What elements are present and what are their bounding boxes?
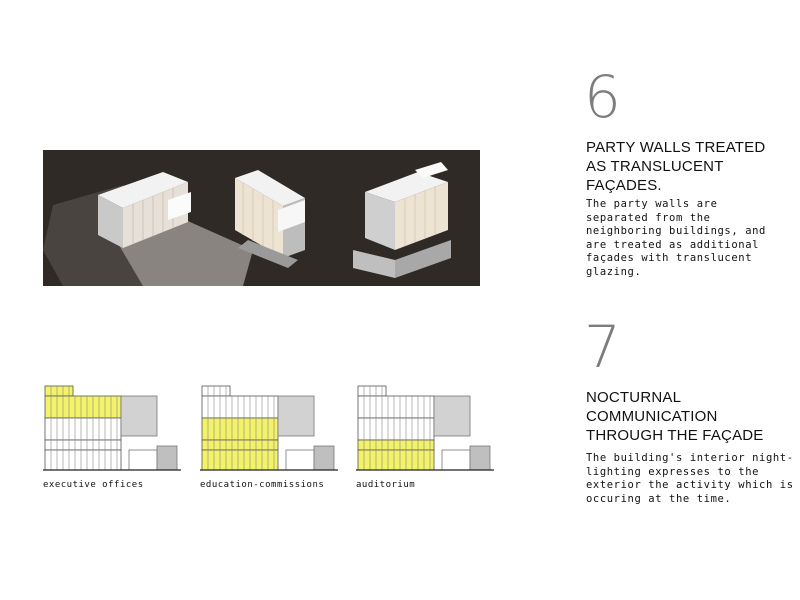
section-number: 7 (584, 313, 621, 381)
section-body: The party walls are separated from the neighboring buildings, and are treated as additional façades with translucent glazing. (586, 198, 766, 278)
elevation-ground-floor (45, 450, 121, 470)
section-number: 6 (584, 63, 621, 131)
elevation-caption: auditorium (356, 480, 416, 490)
section-heading: NOCTURNAL COMMUNICATION THROUGH THE FAÇADE (586, 389, 764, 444)
elevation-floor-lit (45, 396, 121, 418)
elevation-side-block (278, 396, 314, 436)
elevation-floor (358, 418, 434, 440)
elevation-auditorium (356, 382, 496, 472)
elevation-annex (157, 446, 177, 470)
elevation-side-gate (442, 450, 470, 470)
elevation-ground-floor-lit (358, 450, 434, 470)
elevation-floor (45, 418, 121, 440)
elevation-caption: education-commissions (200, 480, 325, 490)
elevation-side-block (121, 396, 157, 436)
elevation-caption: executive offices (43, 480, 144, 490)
elevation-annex (314, 446, 334, 470)
elevation-floor-lit (202, 440, 278, 450)
elevation-floor-lit (358, 440, 434, 450)
elevation-side-block (434, 396, 470, 436)
elevation-ground-floor-lit (202, 450, 278, 470)
elevation-side-gate (129, 450, 157, 470)
elevation-floor (202, 396, 278, 418)
elevation-executive-offices (43, 382, 183, 472)
elevation-annex (470, 446, 490, 470)
section-heading: PARTY WALLS TREATED AS TRANSLUCENT FAÇADES. (586, 139, 766, 194)
axonometric-panel (43, 150, 480, 286)
elevation-floor-lit (202, 418, 278, 440)
axonometric-building-3 (353, 162, 451, 278)
elevation-floor (358, 396, 434, 418)
elevation-floor (45, 440, 121, 450)
elevation-side-gate (286, 450, 314, 470)
axonometric-views (43, 150, 480, 286)
elevation-education-commissions (200, 382, 340, 472)
section-body: The building's interior night- lighting expresses to the exterior the activity which is occuring at the time. (586, 452, 794, 505)
